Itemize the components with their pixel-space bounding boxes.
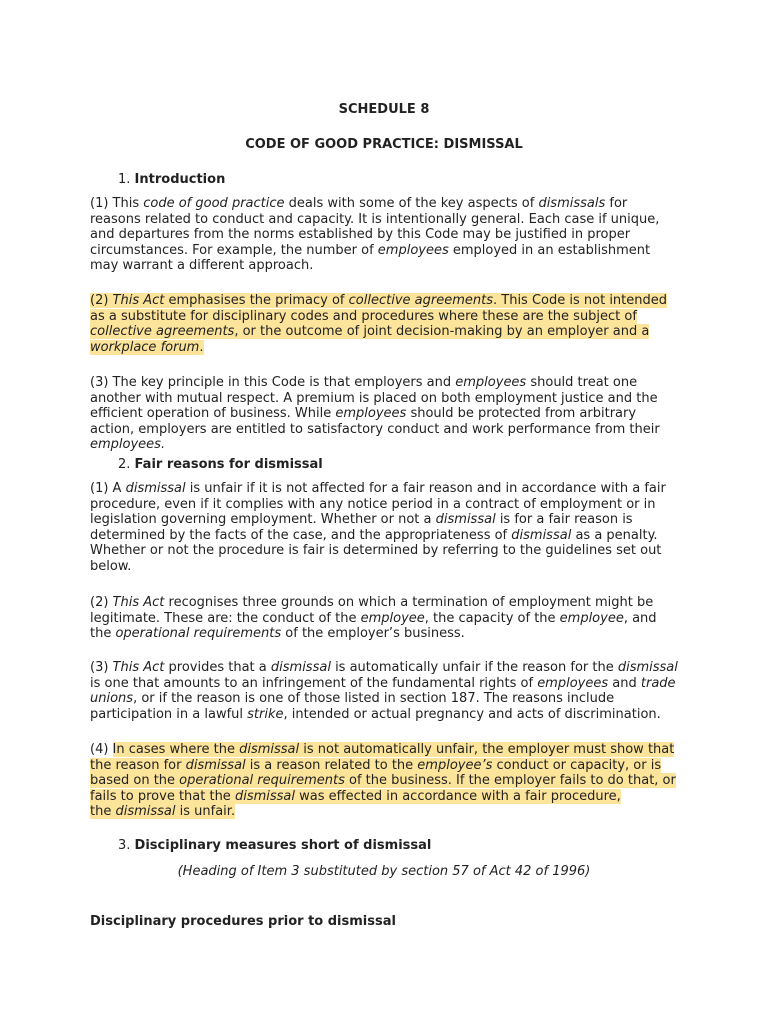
- section-number: 3.: [118, 838, 131, 853]
- document-title: CODE OF GOOD PRACTICE: DISMISSAL: [245, 137, 523, 152]
- subheading: Disciplinary procedures prior to dismissal: [90, 914, 396, 929]
- section-1-para-1: (1) This code of good practice deals with some of the key aspects of dismissals for reasons related to conduct and capacity. It is intentionally general. Each case if unique, and departures from the norms established by this Code may be justified in proper circumstances. For example, the number of employees employed in an establishment may warrant a different approach.: [90, 196, 660, 274]
- section-title: Fair reasons for dismissal: [134, 457, 323, 472]
- section-number: 2.: [118, 457, 131, 472]
- section-title: Introduction: [134, 172, 226, 187]
- schedule-label: SCHEDULE 8: [338, 102, 430, 117]
- section-2-para-4: (4) In cases where the dismissal is not automatically unfair, the employer must show that the reason for dismissal is a reason related to the employee’s conduct or capacity, or is based on the operational requirements of the business. If the employer fails to do that, or fails to prove that the dismissal was effected in accordance with a fair procedure, the dismissal is unfair.: [90, 742, 676, 820]
- section-2-para-3: (3) This Act provides that a dismissal is automatically unfair if the reason for the dismissal is one that amounts to an infringement of the fundamental rights of employees and trade unions, or if the reason is one of those listed in section 187. The reasons include participation in a lawful strike, intended or actual pregnancy and acts of discrimination.: [90, 660, 678, 722]
- section-title: Disciplinary measures short of dismissal: [134, 838, 432, 853]
- amendment-note: (Heading of Item 3 substituted by section 57 of Act 42 of 1996): [177, 864, 591, 879]
- section-1-heading: [118, 172, 225, 188]
- section-2-para-1: (1) A dismissal is unfair if it is not affected for a fair reason and in accordance with a fair procedure, even if it complies with any notice period in a contract of employment or in legislation governing employment. Whether or not a dismissal is for a fair reason is determined by the facts of the case, and the appropriateness of dismissal as a penalty. Whether or not the procedure is fair is determined by referring to the guidelines set out below.: [90, 481, 666, 574]
- section-3-heading: [118, 838, 431, 854]
- section-1-para-2: (2) This Act emphasises the primacy of collective agreements. This Code is not intended as a substitute for disciplinary codes and procedures where these are the subject of collective agreements, or the outcome of joint decision-making by an employer and a workplace forum.: [90, 293, 668, 355]
- section-2-heading: [118, 457, 323, 473]
- section-1-para-3: (3) The key principle in this Code is that employers and employees should treat one another with mutual respect. A premium is placed on both employment justice and the efficient operation of business. While employees should be protected from arbitrary action, employers are entitled to satisfactory conduct and work performance from their employees.: [90, 375, 660, 453]
- section-number: 1.: [118, 172, 131, 187]
- section-2-para-2: (2) This Act recognises three grounds on which a termination of employment might be legitimate. These are: the conduct of the employee, the capacity of the employee, and the operational requirements of the employer’s business.: [90, 595, 657, 642]
